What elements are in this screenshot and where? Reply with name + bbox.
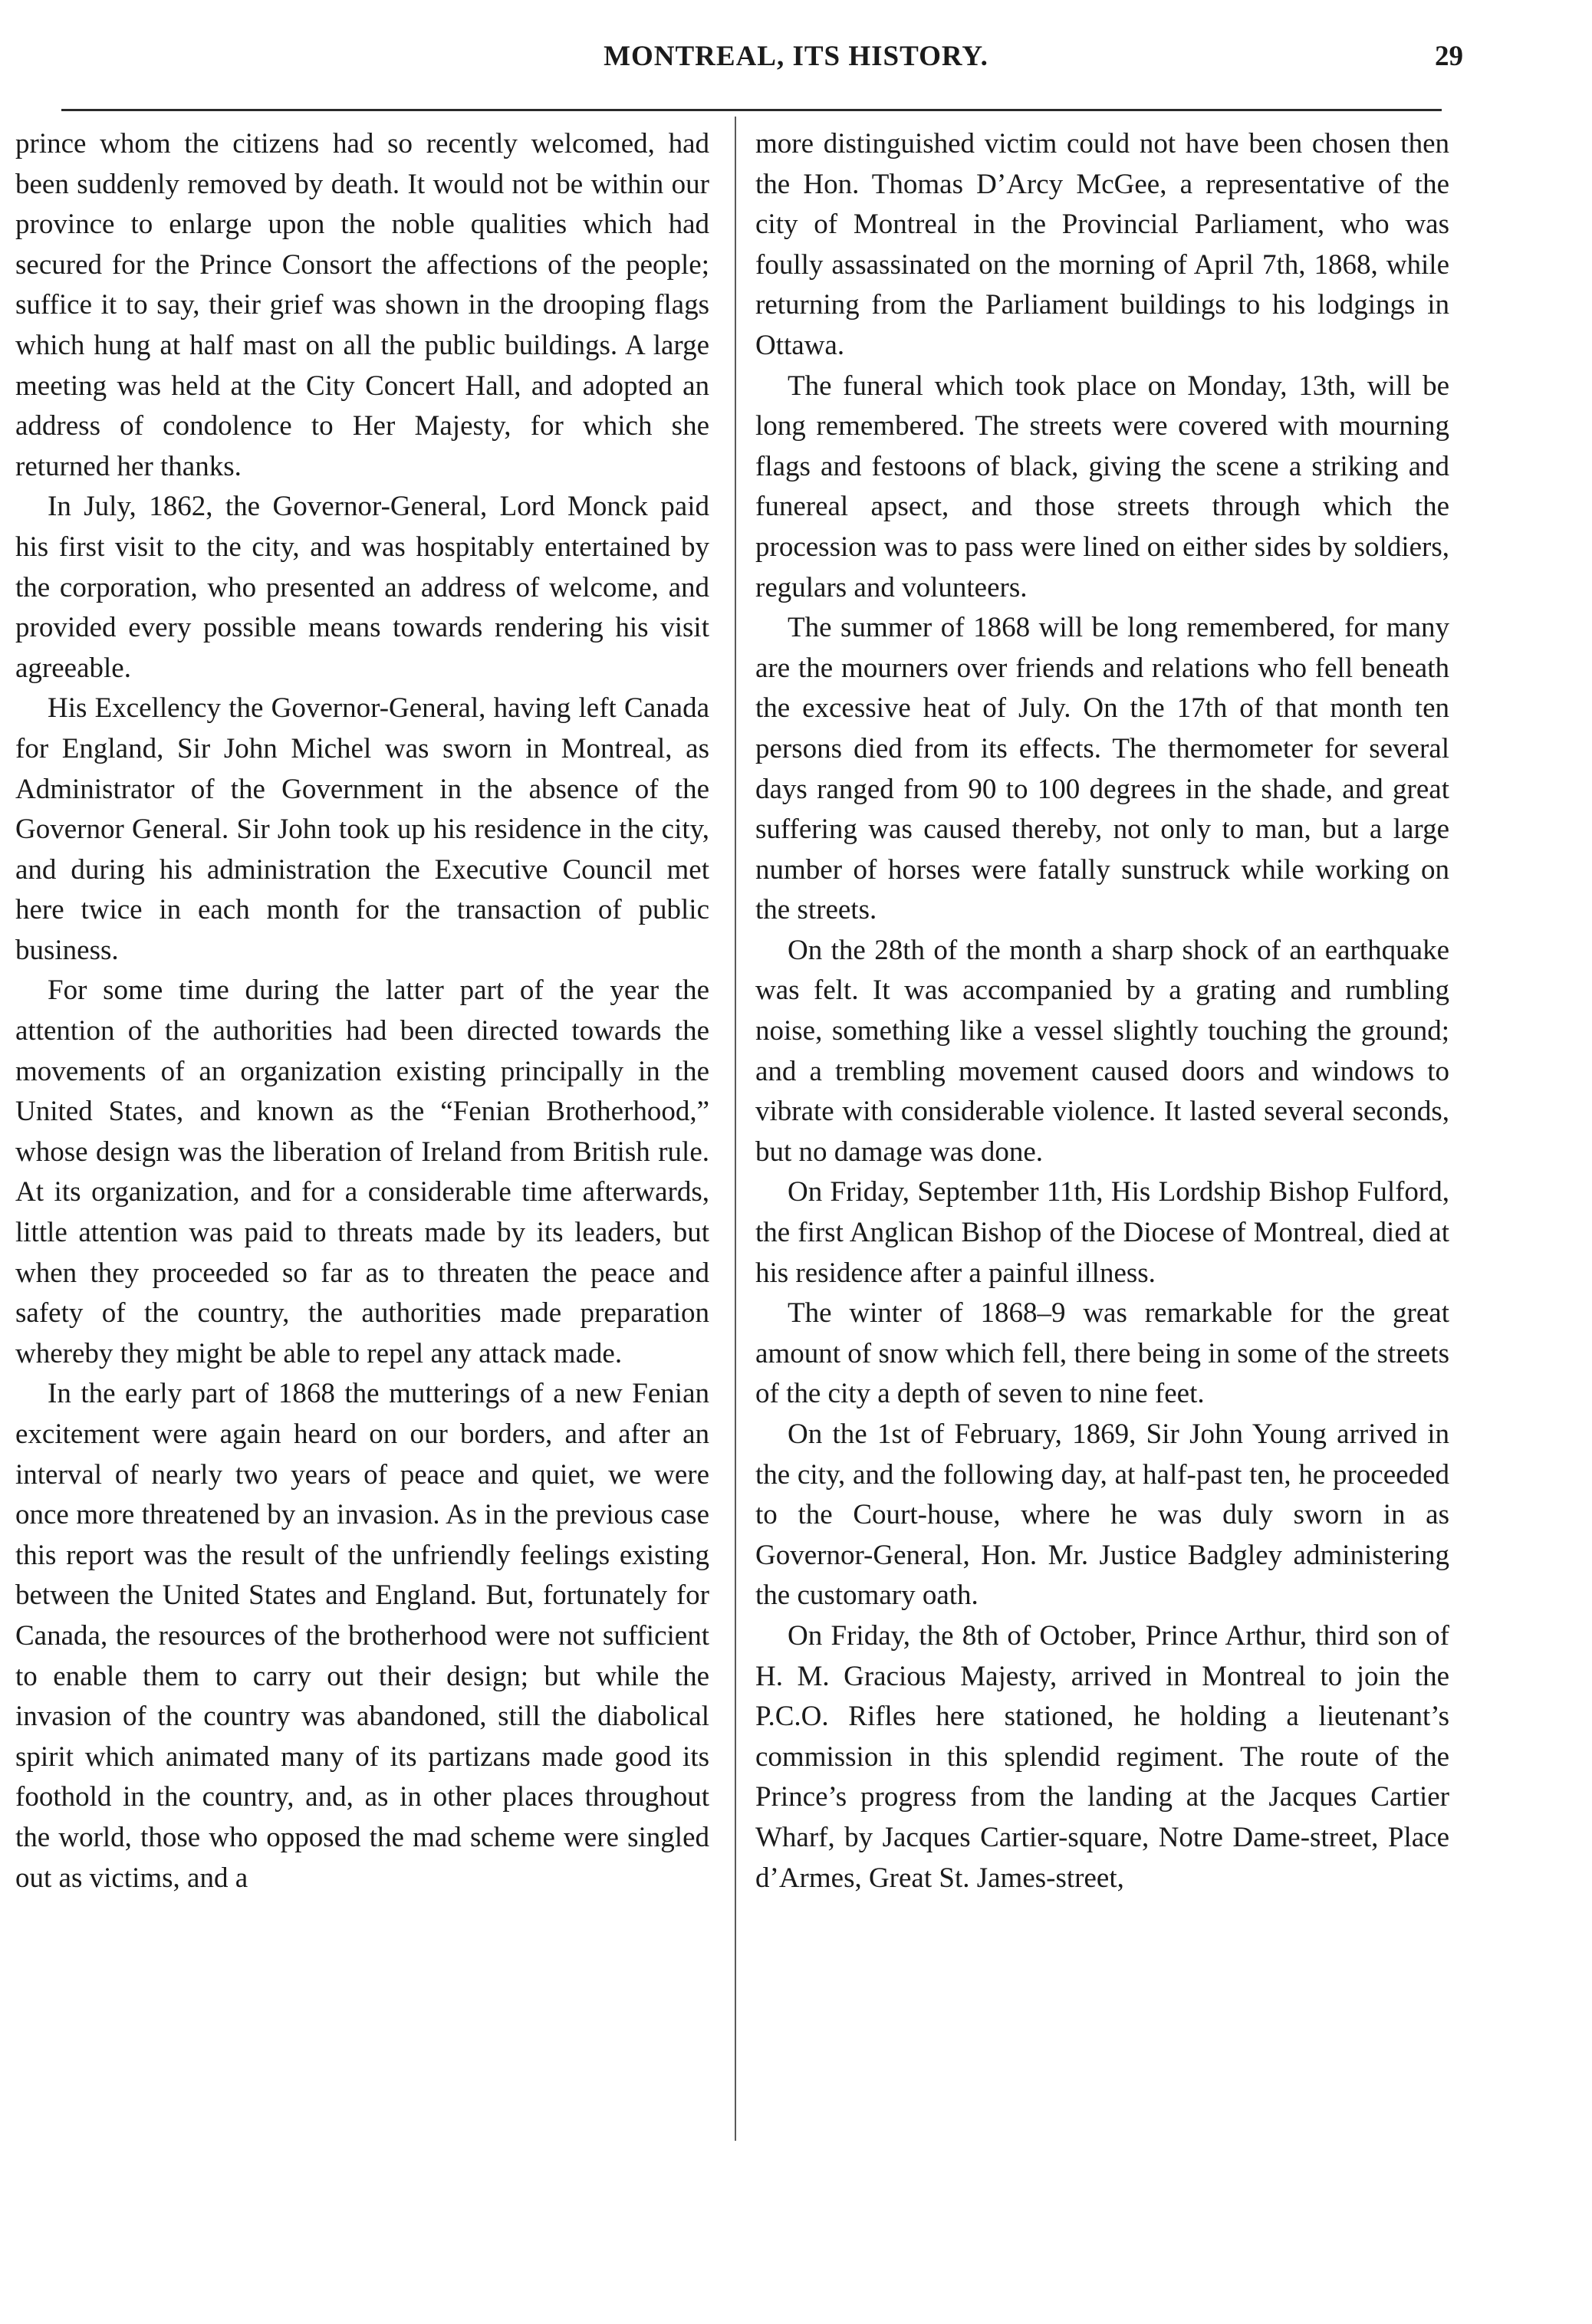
running-head: MONTREAL, ITS HISTORY. [604,41,988,72]
paragraph: The winter of 1868–9 was remarkable for the great amount of snow which fell, there being in some of the streets of the city a depth of seven to nine feet. [755,1297,1449,1410]
left-column [15,124,709,1898]
header-rule [61,109,1442,111]
paragraph: On Friday, the 8th of October, Prince Arthur, third son of H. M. Gracious Majesty, arrived in Montreal to join the P.C.O. Rifles here stationed, he holding a lieutenant’s commission in this splendid regiment. The route of the Prince’s progress from the landing at the Jacques Cartier Wharf, by Jacques Cartier-square, Notre Dame-street, Place d’Armes, Great St. James-street, [755,1619,1449,1894]
paragraph: His Excellency the Governor-General, having left Canada for England, Sir John Michel was sworn in Montreal, as Administrator of the Government in the absence of the Governor General. Sir John took up his residence in the city, and during his administration the Executive Council met here twice in each month for the transaction of public business. [15,692,709,966]
paragraph: prince whom the citizens had so recently welcomed, had been suddenly removed by death. It would not be within our province to enlarge upon the noble qualities which had secured for the Prince Consort the affections of the people; suffice it to say, their grief was shown in the drooping flags which hung at half mast on all the public buildings. A large meeting was held at the City Concert Hall, and adopted an address of condolence to Her Majesty, for which she returned her thanks. [15,128,709,482]
paragraph: The funeral which took place on Monday, 13th, will be long remembered. The streets were covered with mourning flags and festoons of black, giving the scene a striking and funereal apsect, and those streets through which the procession was to pass were lined on either sides by soldiers, regulars and volunteers. [755,370,1449,603]
paragraph: In July, 1862, the Governor-General, Lord Monck paid his first visit to the city, and was hospitably entertained by the corporation, who presented an address of welcome, and provided every possible means towards rendering his visit agreeable. [15,491,709,684]
paragraph: On Friday, September 11th, His Lordship Bishop Fulford, the first Anglican Bishop of the Diocese of Montreal, died at his residence after a painful illness. [755,1176,1449,1289]
page-header [0,40,1592,86]
page-number: 29 [1435,41,1463,72]
right-column [755,124,1449,1898]
paragraph: For some time during the latter part of the year the attention of the authorities had been directed towards the movements of an organization existing principally in the United States, and known as the “Fenian Brotherhood,” whose design was the liberation of Ireland from British rule. At its organization, and for a considerable time afterwards, little attention was paid to threats made by its leaders, but when they proceeded so far as to threaten the peace and safety of the country, the authorities made preparation whereby they might be able to repel any attack made. [15,975,709,1369]
paragraph: On the 1st of February, 1869, Sir John Young arrived in the city, and the following day, at half-past ten, he proceeded to the Court-house, where he was duly sworn in as Governor-General, Hon. Mr. Justice Badgley administering the customary oath. [755,1418,1449,1612]
paragraph: In the early part of 1868 the mutterings of a new Fenian excitement were again heard on our borders, and after an interval of nearly two years of peace and quiet, we were once more threatened by an invasion. As in the previous case this report was the result of the unfriendly feelings existing between the United States and England. But, fortunately for Canada, the resources of the brotherhood were not sufficient to enable them to carry out their design; but while the invasion of the country was abandoned, still the diabolical spirit which animated many of its partizans made good its foothold in the country, and, as in other places throughout the world, those who opposed the mad scheme were singled out as victims, and a [15,1378,709,1894]
paragraph: more distinguished victim could not have been chosen then the Hon. Thomas D’Arcy McGee, a representative of the city of Montreal in the Provincial Parliament, who was foully assassinated on the morning of April 7th, 1868, while returning from the Parliament buildings to his lodgings in Ottawa. [755,128,1449,361]
paragraph: On the 28th of the month a sharp shock of an earthquake was felt. It was accompanied by a grating and rumbling noise, something like a vessel slightly touching the ground; and a trembling movement caused doors and windows to vibrate with considerable violence. It lasted several seconds, but no damage was done. [755,934,1449,1168]
column-divider [735,117,736,2141]
paragraph: The summer of 1868 will be long remembered, for many are the mourners over friends and relations who fell beneath the excessive heat of July. On the 17th of that month ten persons died from its effects. The thermometer for several days ranged from 90 to 100 degrees in the shade, and great suffering was caused thereby, not only to man, but a large number of horses were fatally sunstruck while working on the streets. [755,612,1449,926]
